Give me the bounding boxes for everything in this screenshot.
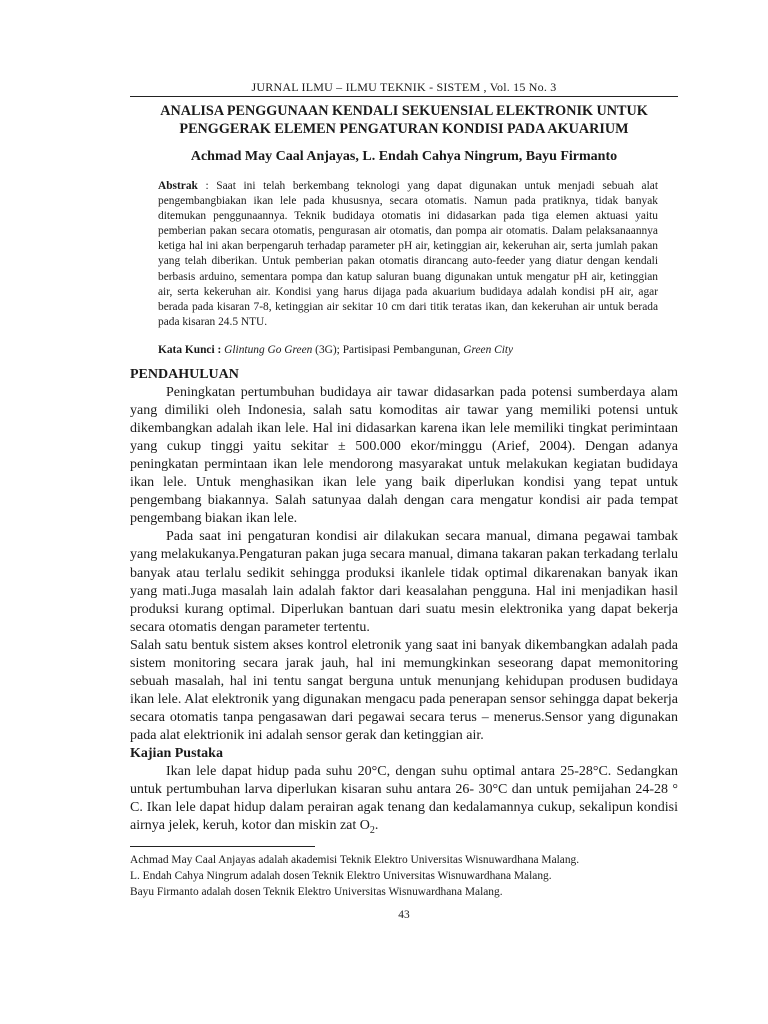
paragraph: Salah satu bentuk sistem akses kontrol eletronik yang saat ini banyak dikembangkan adalah pada sistem monitoring secara jarak jauh, hal ini memungkinkan seseorang dapat memonitoring sebuah masalah, hal ini tentu sangat berguna untuk menunjang kehidupan produsen budidaya ikan lele. Alat elektronik yang digunakan mengacu pada penerapan sensor sehingga dapat bekerja secara otomatis tanpa pengasawan dari pegawai secara terus – menerus.Sensor yang digunakan pada alat elektrionik ini adalah sensor gerak dan ketinggian air. xyxy=(130,637,678,743)
footnote-rule xyxy=(130,846,315,847)
abstract-text: : Saat ini telah berkembang teknologi yang dapat digunakan untuk menjadi sebuah alat pengembangbiakan ikan lele pada khususnya, secara otomatis. Namun pada pratiknya, tidak banyak ditemukan penggunaannya. Teknik budidaya otomatis ini didasarkan pada tiga elemen aktuasi yaitu pemberian pakan secara otomatis, pengurasan air otomatis, dan pompa air otomatis. Dalam pelaksanaannya ketiga hal ini akan berpengaruh terhadap parameter pH air, ketinggian air, kekeruhan air, serta jumlah pakan yang telah diberikan. Untuk pemberian pakan otomatis dirancang auto-feeder yang diatur dengan kendali berbasis arduino, sementara pompa dan katup saluran buang digunakan untuk mengatur pH air, ketinggian air, serta kekeruhan air. Kondisi yang harus dijaga pada akuarium budidaya adalah kondisi pH air, agar berada pada kisaran 7-8, ketinggian air sekitar 10 cm dari titik teratas ikan, dan kekeruhan air untuk berada pada kisaran 24.5 NTU. xyxy=(158,180,658,328)
article-title xyxy=(130,102,678,138)
paragraph: Pada saat ini pengaturan kondisi air dilakukan secara manual, dimana pegawai tambak yang melakukanya.Pengaturan pakan juga secara manual, dimana takaran pakan terkadang terlalu banyak atau terlalu sedikit sehingga produksi ikanlele tidak optimal dikarenakan banyak ikan yang mati.Juga masalah lain adalah faktor dari keasalahan pengguna. Hal ini menjadikan hasil produksi kurang optimal. Diperlukan bantuan dari suatu mesin elektronika yang dapat bekerja secara otomatis dengan parameter tertentu. xyxy=(130,529,678,635)
footnote: L. Endah Cahya Ningrum adalah dosen Teknik Elektro Universitas Wisnuwardhana Malang. xyxy=(130,870,552,882)
header-rule xyxy=(130,96,678,97)
keyword-1: Glintung Go Green xyxy=(224,344,313,356)
paragraph-text: Ikan lele dapat hidup pada suhu 20°C, dengan suhu optimal antara 25-28°C. Sedangkan untuk pertumbuhan larva diperlukan kisaran suhu antara 26- 30°C dan untuk pemijahan 24-28 ° C. Ikan lele dapat hidup dalam perairan agak tenang dan kedalamannya cukup, sekalipun kondisi airnya jelek, keruh, kotor dan miskin zat O xyxy=(130,764,678,834)
author-list: Achmad May Caal Anjayas, L. Endah Cahya Ningrum, Bayu Firmanto xyxy=(190,149,618,164)
keyword-3: Green City xyxy=(463,344,514,356)
title-line-2: PENGGERAK ELEMEN PENGATURAN KONDISI PADA AKUARIUM xyxy=(179,121,629,137)
section-heading-pendahuluan: PENDAHULUAN xyxy=(130,367,239,382)
keyword-2: (3G); Partisipasi Pembangunan, xyxy=(312,344,464,356)
article-body xyxy=(130,366,678,840)
section-heading-kajian-pustaka: Kajian Pustaka xyxy=(130,745,223,761)
running-head: JURNAL ILMU – ILMU TEKNIK - SISTEM , Vol. 15 No. 3 xyxy=(251,80,557,94)
title-line-1: ANALISA PENGGUNAAN KENDALI SEKUENSIAL ELEKTRONIK UNTUK xyxy=(160,103,648,119)
footnotes xyxy=(130,852,678,900)
paragraph-end: . xyxy=(374,818,379,834)
footnote: Bayu Firmanto adalah dosen Teknik Elektro Universitas Wisnuwardhana Malang. xyxy=(130,886,503,898)
subscript-2: 2 xyxy=(369,824,375,836)
abstract xyxy=(158,179,658,330)
footnote: Achmad May Caal Anjayas adalah akademisi Teknik Elektro Universitas Wisnuwardhana Malang. xyxy=(130,854,580,866)
paragraph xyxy=(130,763,678,840)
paragraph: Peningkatan pertumbuhan budidaya air tawar didasarkan pada potensi sumberdaya alam yang dimiliki oleh Indonesia, salah satu komoditas air tawar yang memiliki potensi untuk dikembangkan adalah ikan lele. Hal ini didasarkan karena ikan lele memiliki tingkat perimintaan yang cukup tinggi yaitu sekitar ± 500.000 ekor/minggu (Arief, 2004). Dengan adanya peningkatan permintaan ikan lele mendorong masyarakat untuk melakukan kegiatan budidaya ikan lele. Untuk menghasikan ikan lele yang baik diperlukan kondisi yang tepat untuk pengembang biakannya. Salah satunyaa dalah dengan cara mengatur kondisi air pada tempat pengembang biakan ikan lele. xyxy=(130,385,678,527)
keywords-label: Kata Kunci : xyxy=(158,344,222,356)
abstract-label: Abstrak xyxy=(158,180,198,192)
page-number: 43 xyxy=(398,909,410,921)
keywords xyxy=(158,344,658,356)
